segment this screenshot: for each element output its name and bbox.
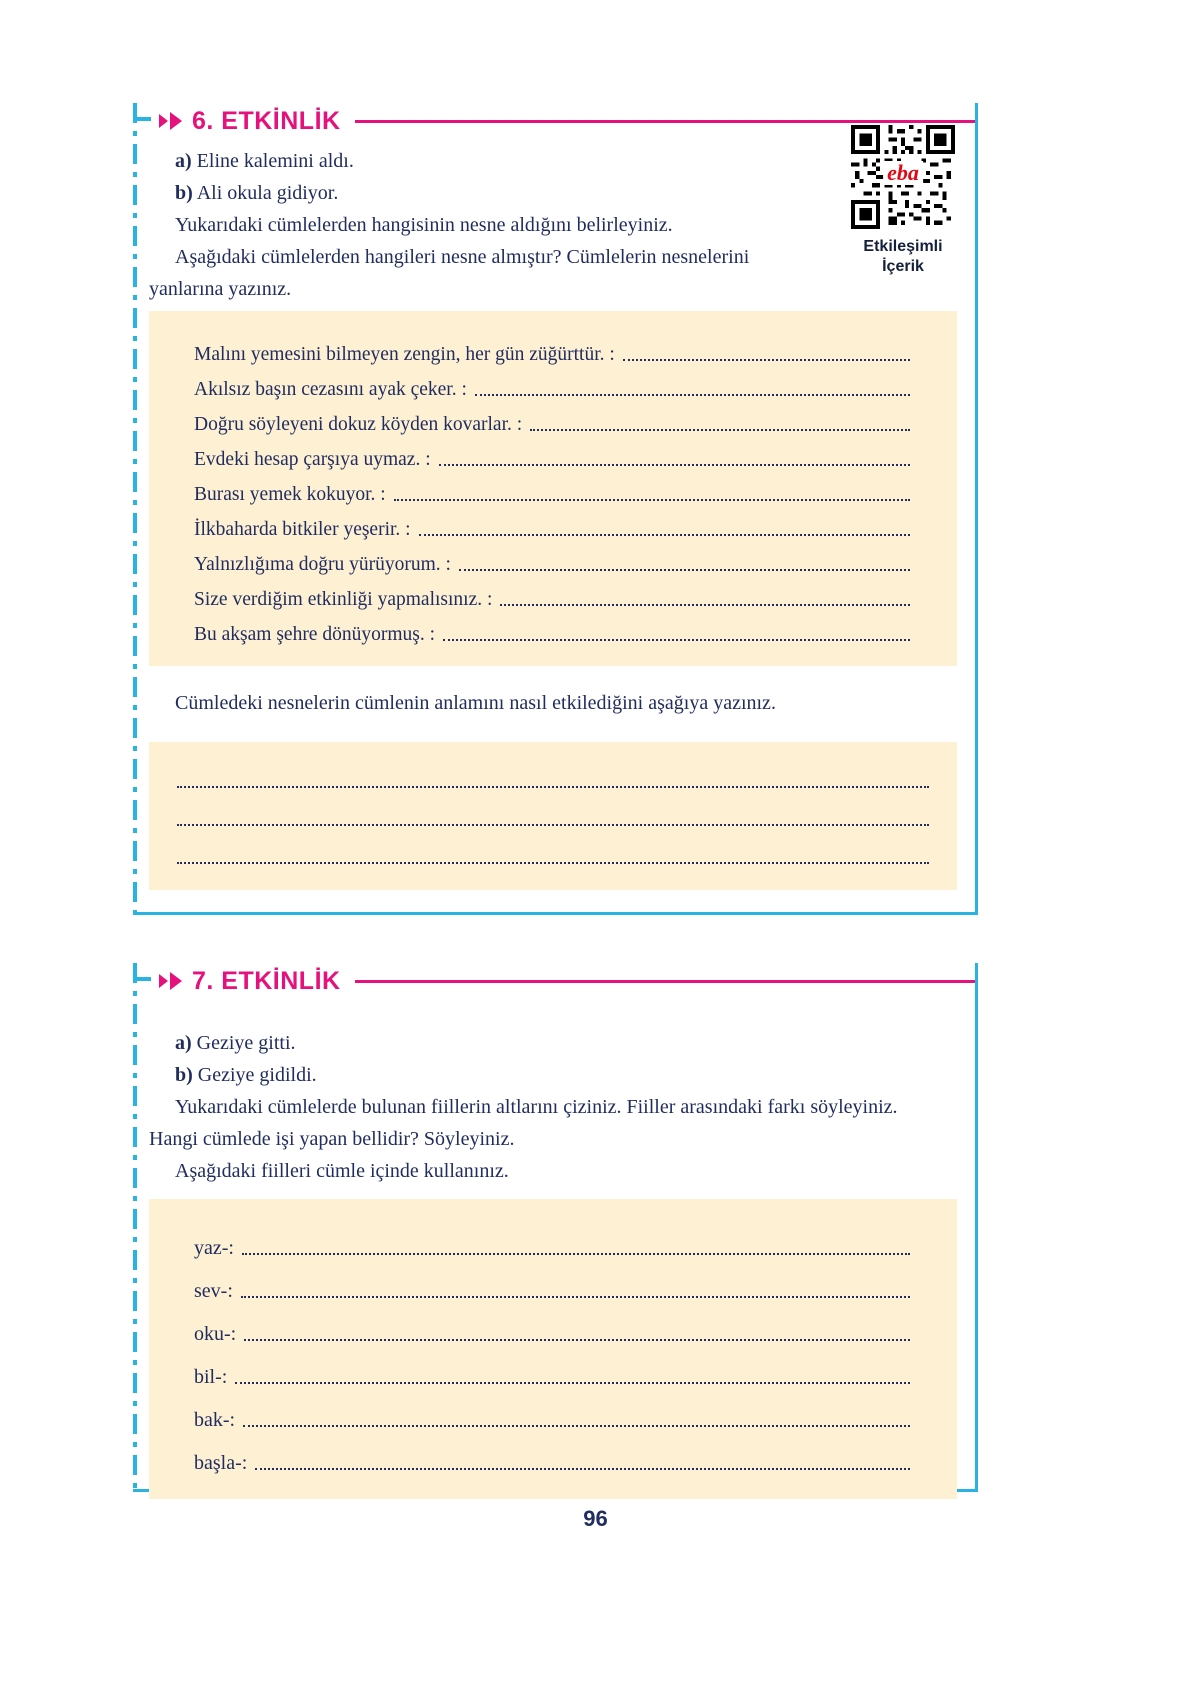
item-label: a) [175,1032,192,1054]
item-label: b) [175,1064,193,1086]
verb-label: bil-: [194,1366,228,1388]
dotted-answer-line [530,429,910,431]
sentence-answer-row [194,506,912,541]
qr-block [845,125,961,277]
example-sentence-b [149,1059,951,1091]
dotted-answer-line [419,534,910,536]
sentences-panel [149,311,957,666]
sentence-answer-row [194,541,912,576]
sentence-text: Burası yemek kokuyor. : [194,484,386,505]
verb-answer-row [194,1217,912,1260]
instruction-paragraph: Yukarıdaki cümlelerde bulunan fiillerin altlarını çiziniz. Fiiller arasındaki farkı söyleyiniz. Hangi cümlede işi yapan bellidir? Söyleyiniz. [149,1096,898,1150]
verb-answer-row [194,1303,912,1346]
activity-6-box [133,103,978,915]
instruction-paragraph: Aşağıdaki cümlelerden hangileri nesne almıştır? Cümlelerin nesnelerini yanlarına yazınız. [149,246,750,300]
instruction-paragraph: Aşağıdaki fiilleri cümle içinde kullanınız. [175,1160,509,1182]
answer-panel [149,742,957,890]
dotted-answer-line [177,750,929,788]
qr-caption-line: Etkileşimli [863,238,943,255]
header-rule [355,120,975,123]
eba-logo: eba [883,161,923,185]
verb-label: oku-: [194,1323,237,1345]
qr-caption-line: İçerik [882,258,924,275]
double-arrow-icon [159,114,168,128]
activity-7-intro [149,1027,951,1187]
sentence-text: Akılsız başın cezasını ayak çeker. : [194,379,467,400]
dotted-answer-line [241,1296,910,1298]
qr-caption [845,237,961,277]
activity-title: 6. ETKİNLİK [192,106,341,135]
dotted-answer-line [235,1382,910,1384]
sentence-answer-row [194,331,912,366]
dotted-answer-line [243,1425,910,1427]
sentence-answer-row [194,611,912,646]
sentence-answer-row [194,436,912,471]
sentence-text: Doğru söyleyeni dokuz köyden kovarlar. : [194,414,523,435]
item-text: Geziye gitti. [196,1032,296,1054]
item-text: Geziye gidildi. [197,1064,317,1086]
item-text: Ali okula gidiyor. [196,182,339,204]
dotted-answer-line [475,394,910,396]
double-arrow-icon [159,974,168,988]
dotted-answer-line [177,826,929,864]
verb-answer-row [194,1346,912,1389]
sentence-text: Evdeki hesap çarşıya uymaz. : [194,449,431,470]
dotted-answer-line [459,569,910,571]
dotted-answer-line [394,499,910,501]
sentence-text: İlkbaharda bitkiler yeşerir. : [194,519,411,540]
verb-answer-row [194,1389,912,1432]
dashed-border-left [133,103,137,912]
dashed-border-corner [133,117,151,121]
dashed-border-corner [133,977,151,981]
double-arrow-icon [170,972,182,990]
dotted-answer-line [244,1339,910,1341]
item-label: a) [175,150,192,172]
double-arrow-icon [170,112,182,130]
activity-6-intro [149,145,815,305]
example-sentence-a [149,1027,951,1059]
activity-7-box [133,963,978,1492]
example-sentence-b [149,177,815,209]
activity-title: 7. ETKİNLİK [192,966,341,995]
sentence-text: Size verdiğim etkinliği yapmalısınız. : [194,589,493,610]
verb-label: bak-: [194,1409,236,1431]
dotted-answer-line [623,359,910,361]
instruction-paragraph: Yukarıdaki cümlelerden hangisinin nesne aldığını belirleyiniz. [175,214,673,236]
dotted-answer-line [177,788,929,826]
sentence-answer-row [194,471,912,506]
dotted-answer-line [439,464,910,466]
dotted-answer-line [255,1468,910,1470]
sentence-answer-row [194,366,912,401]
verb-label: yaz-: [194,1237,234,1259]
sentence-text: Bu akşam şehre dönüyormuş. : [194,624,436,645]
dotted-answer-line [500,604,910,606]
dotted-answer-line [242,1253,910,1255]
sentence-text: Malını yemesini bilmeyen zengin, her gün züğürttür. : [194,344,615,365]
item-text: Eline kalemini aldı. [196,150,354,172]
item-label: b) [175,182,193,204]
page-number: 96 [583,1506,608,1531]
sentence-answer-row [194,576,912,611]
verb-label: başla-: [194,1452,248,1474]
dashed-border-left [133,963,137,1489]
verb-answer-row [194,1432,912,1475]
header-rule [355,980,975,983]
verb-label: sev-: [194,1280,233,1302]
instruction-paragraph: Cümledeki nesnelerin cümlenin anlamını nasıl etkilediğini aşağıya yazınız. [175,692,776,714]
verbs-panel [149,1199,957,1499]
qr-code [851,125,955,229]
dotted-answer-line [443,639,910,641]
verb-answer-row [194,1260,912,1303]
sentence-answer-row [194,401,912,436]
example-sentence-a [149,145,815,177]
sentence-text: Yalnızlığıma doğru yürüyorum. : [194,554,451,575]
activity-7-header [133,963,975,999]
